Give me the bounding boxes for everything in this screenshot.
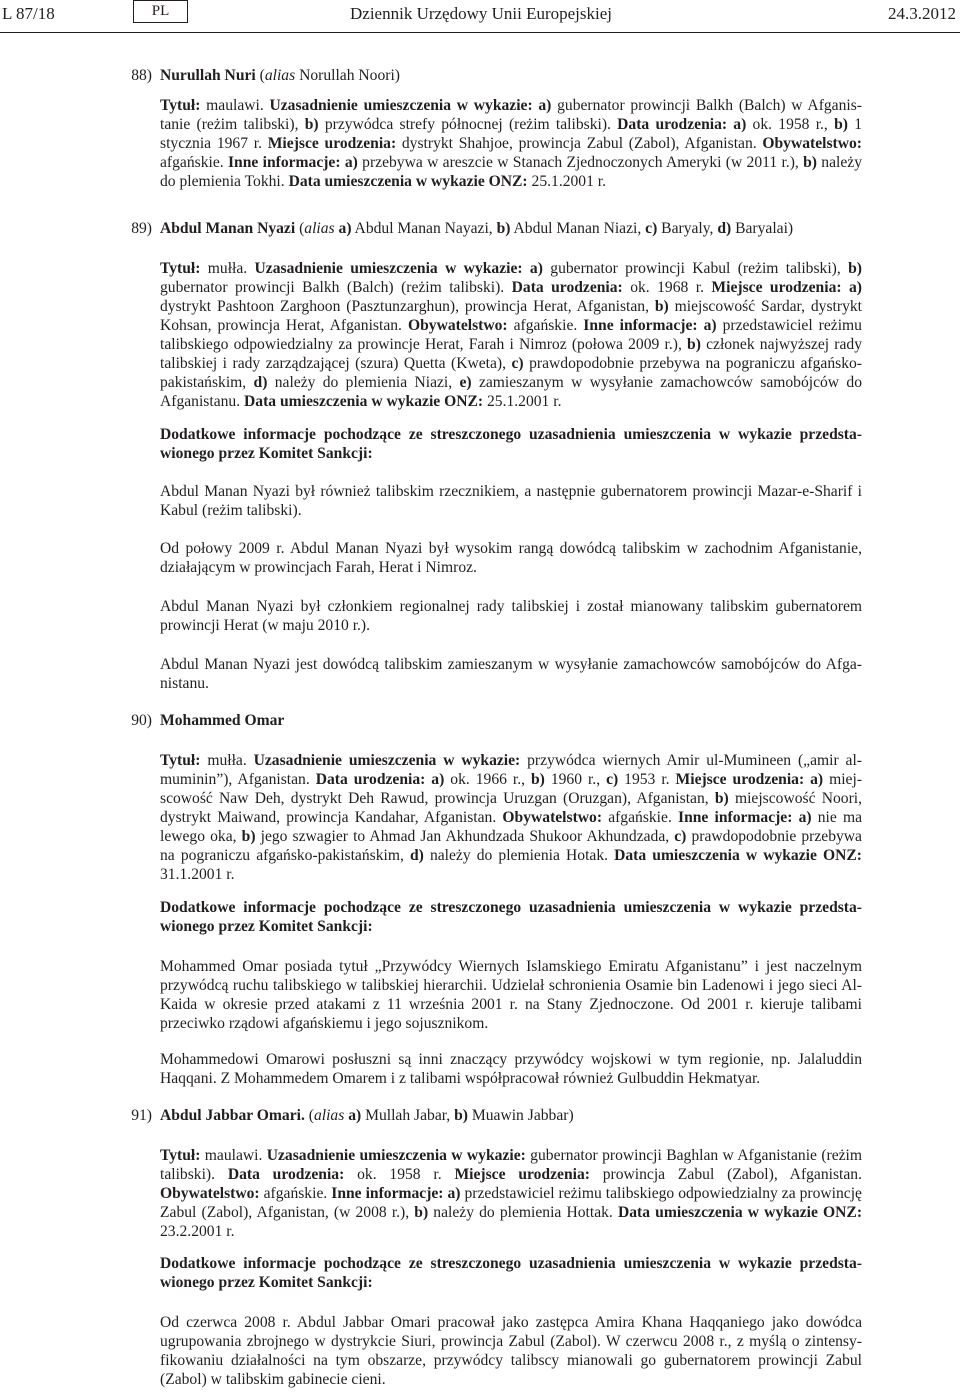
bold-text-run: d) xyxy=(253,374,268,391)
additional-info-heading xyxy=(160,1254,862,1292)
bold-text-run: b) xyxy=(687,336,701,353)
text-run: prawdopodobnie przebywa na pograniczu afgańsko-pakistańskim, xyxy=(160,355,862,391)
bold-text-run: Inne informacje: a) xyxy=(583,317,717,334)
text-run: ( xyxy=(304,1107,314,1124)
text-run: 23.2.2001 r. xyxy=(160,1223,235,1240)
text-run: prawdopodobnie przebywa na pograniczu afgańsko-pakistańskim, xyxy=(160,828,862,864)
text-run: zamieszanym w wysyłanie zamachowców samobójców do Afganistanu. xyxy=(160,374,862,410)
text-run: afgańskie. xyxy=(507,317,584,334)
text-run: 1960 r., xyxy=(544,771,607,788)
text-run: mułła. xyxy=(200,752,254,769)
bold-text-run: Abdul Manan Nyazi xyxy=(160,220,296,237)
text-run: ( xyxy=(255,67,265,84)
bold-text-run: Obywatelstwo: xyxy=(160,1185,260,1202)
entry-heading xyxy=(160,1107,870,1125)
text-run: 25.1.2001 r. xyxy=(483,393,562,410)
bold-text-run: b) xyxy=(530,771,545,788)
bold-text-run: b) xyxy=(414,1204,429,1221)
entry-number: 88) xyxy=(131,67,152,84)
text-run: 1 stycznia 1967 r. xyxy=(160,116,862,152)
publication-date: 24.3.2012 xyxy=(888,4,956,23)
bold-text-run: Data urodzenia: a) xyxy=(315,771,445,788)
text-run: gubernator prowincji Balkh (Balch) (reżim talibski). xyxy=(160,279,512,296)
additional-info-heading xyxy=(160,425,862,463)
text-run: przedstawiciel reżimu talibskiego odpowiedzialny za prowincje Herat, Farah i Nimroz (połowa 2009 r.), xyxy=(160,317,862,353)
entry-paragraph xyxy=(160,482,862,520)
entry-paragraph xyxy=(160,1313,862,1389)
text-run: Mullah Jabar, xyxy=(361,1107,455,1124)
bold-text-run: Data umieszczenia w wykazie ONZ: xyxy=(288,173,528,190)
text-run: Norullah Noori) xyxy=(295,67,400,84)
text-run: przywódca wiernych Amir ul-Mumineen („amir al-muminin”), Afganistan. xyxy=(160,752,862,788)
bold-text-run: Mohammed Omar xyxy=(160,712,285,729)
bold-text-run: Tytuł: xyxy=(160,752,201,769)
bold-text-run: b) xyxy=(848,260,862,277)
bold-text-run: c) xyxy=(511,355,524,372)
bold-text-run: Tytuł: xyxy=(160,97,201,114)
italic-text-run: alias xyxy=(264,67,296,84)
bold-text-run: Inne informacje: a) xyxy=(227,154,358,171)
text-run: gubernator prowincji Baghlan w Afganistanie (reżim talibski). xyxy=(160,1147,863,1183)
bold-text-run: Miejsce urodzenia: xyxy=(267,135,397,152)
bold-text-run: Data urodzenia: xyxy=(511,279,623,296)
text-run: afgańskie. xyxy=(602,809,678,826)
text-run: ok. 1968 r. xyxy=(622,279,712,296)
entry-number: 89) xyxy=(131,220,152,237)
bold-text-run: Inne informacje: a) xyxy=(678,809,812,826)
text-run: Od połowy 2009 r. Abdul Manan Nyazi był wysokim rangą dowódcą talibskim w zachodnim Afganistanie, działającym w prowincjach Farah, Herat i Nimroz. xyxy=(160,540,862,576)
bold-text-run: d) xyxy=(717,220,732,237)
text-run: Mohammedowi Omarowi posłuszni są inni znaczący przywódcy wojskowi w tym regionie, np. Jalaluddin Haqqani. Z Mohammedem Omarem i z talibami współpracował również Gulbuddin Hekmatyar. xyxy=(160,1051,862,1087)
text-run: 25.1.2001 r. xyxy=(527,173,607,190)
text-run: nie ma lewego oka, xyxy=(160,809,862,845)
bold-text-run: b) xyxy=(654,298,669,315)
bold-text-run: e) xyxy=(459,374,472,391)
bold-text-run: Tytuł: xyxy=(160,1147,201,1164)
bold-text-run: a) xyxy=(338,220,352,237)
text-run: Baryalai) xyxy=(731,220,794,237)
bold-text-run: Inne informacje: a) xyxy=(331,1185,461,1202)
bold-text-run: Uzasadnienie umieszczenia w wykazie: a) xyxy=(269,97,552,114)
text-run: Mohammed Omar posiada tytuł „Przywódcy Wiernych Islamskiego Emiratu Afganistanu” i jest naczelnym przywódcą ruchu talibskiego w talibskiej hierarchii. Udzielał schronienia Osamie bin Ladenowi i jego sieci Al-Kaida w okresie przed atakami z 11 września 2001 r. na Stany Zjednoczone. Od 2001 r. kieruje talibami przeciwko rządowi afgańskiemu i jego sojusznikom. xyxy=(160,958,862,1032)
text-run: Abdul Manan Niazi, xyxy=(510,220,646,237)
text-run: maulawi. xyxy=(200,97,270,114)
italic-text-run: alias xyxy=(304,220,335,237)
bold-text-run: b) xyxy=(454,1107,468,1124)
entry-paragraph xyxy=(160,539,862,577)
text-run: należy do plemienia Niazi, xyxy=(267,374,460,391)
entry-paragraph xyxy=(160,597,862,635)
italic-text-run: alias xyxy=(313,1107,345,1124)
bold-text-run: Uzasadnienie umieszczenia w wykazie: xyxy=(253,752,521,769)
bold-text-run: Data urodzenia: a) xyxy=(617,116,747,133)
entry-paragraph xyxy=(160,655,862,693)
text-run: afgańskie. xyxy=(160,154,228,171)
bold-text-run: Data urodzenia: xyxy=(227,1166,345,1183)
bold-text-run: Data umieszczenia w wykazie ONZ: xyxy=(244,393,484,410)
bold-text-run: Uzasadnienie umieszczenia w wykazie: xyxy=(266,1147,526,1164)
bold-text-run: b) xyxy=(496,220,511,237)
text-run: Abdul Manan Nyazi jest dowódcą talibskim zamieszanym w wysyłanie zamachowców samobójców do Afganistanu. xyxy=(160,656,862,692)
text-run: Muawin Jabbar) xyxy=(467,1107,574,1124)
text-run: przebywa w areszcie w Stanach Zjednoczonych Ameryki (w 2011 r.), xyxy=(357,154,804,171)
text-run: Abdul Manan Nyazi był członkiem regionalnej rady talibskiej i został mianowany talibskim gubernatorem prowincji Herat (w maju 2010 r.). xyxy=(160,598,862,634)
text-run: przedstawiciel reżimu talibskiego odpowiedzialny za prowincję Zabul (Zabol), Afganistan, (w 2008 r.), xyxy=(160,1185,862,1221)
bold-text-run: d) xyxy=(409,847,424,864)
page-number: L 87/18 xyxy=(2,4,55,23)
bold-text-run: Uzasadnienie umieszczenia w wykazie: a) xyxy=(254,260,543,277)
text-run: ( xyxy=(295,220,305,237)
text-run: maulawi. xyxy=(200,1147,267,1164)
text-run: Baryaly, xyxy=(657,220,718,237)
bold-text-run: Dodatkowe informacje pochodzące ze streszczonego uzasadnienia umieszczenia w wykazie przedstawionego przez Komitet Sankcji: xyxy=(160,1255,862,1291)
entry-paragraph xyxy=(160,1050,862,1088)
bold-text-run: b) xyxy=(714,790,729,807)
text-run: przywódca strefy północnej (reżim talibski). xyxy=(318,116,618,133)
text-run: dystrykt Pashtoon Zarghoon (Pasztunzarghun), prowincja Herat, Afganistan, xyxy=(160,298,655,315)
text-run: ok. 1958 r., xyxy=(746,116,835,133)
text-run: Abdul Manan Nyazi był również talibskim rzecznikiem, a następnie gubernatorem prowincji Mazar-e-Sharif i Kabul (reżim talibski). xyxy=(160,483,862,519)
text-run: 31.1.2001 r. xyxy=(160,866,235,883)
additional-info-heading xyxy=(160,898,862,936)
entry-paragraph xyxy=(160,96,862,191)
entry-paragraph xyxy=(160,259,862,411)
text-run: należy do plemienia Tokhi. xyxy=(160,154,862,190)
text-run: należy do plemienia Hottak. xyxy=(428,1204,618,1221)
journal-title: Dziennik Urzędowy Unii Europejskiej xyxy=(350,4,613,23)
text-run: miejscowość Naw Deh, dystrykt Deh Rawud, prowincja Uruzgan (Oruzgan), Afganistan, xyxy=(160,771,863,807)
bold-text-run: Obywatelstwo: xyxy=(502,809,603,826)
text-run: ok. 1958 r. xyxy=(344,1166,455,1183)
entry-heading xyxy=(160,67,870,85)
bold-text-run: b) xyxy=(803,154,817,171)
bold-text-run: Dodatkowe informacje pochodzące ze streszczonego uzasadnienia umieszczenia w wykazie przedstawionego przez Komitet Sankcji: xyxy=(160,426,862,462)
text-run: miejscowość Sardar, dystrykt Kohsan, prowincja Herat, Afganistan. xyxy=(160,298,862,334)
bold-text-run: b) xyxy=(304,116,319,133)
bold-text-run: c) xyxy=(645,220,658,237)
bold-text-run: Data umieszczenia w wykazie ONZ: xyxy=(614,847,862,864)
bold-text-run: Dodatkowe informacje pochodzące ze streszczonego uzasadnienia umieszczenia w wykazie przedstawionego przez Komitet Sankcji: xyxy=(160,899,862,935)
text-run: członek najwyższej rady talibskiej i rady zarządzającej (szura) Quetta (Kweta), xyxy=(160,336,862,372)
text-run: Abdul Manan Nayazi, xyxy=(351,220,497,237)
bold-text-run: b) xyxy=(241,828,256,845)
text-run: należy do plemienia Hotak. xyxy=(423,847,615,864)
entry-paragraph xyxy=(160,751,862,884)
text-run: ok. 1966 r., xyxy=(444,771,531,788)
entry-number: 90) xyxy=(131,712,152,729)
text-run: miejscowość Noori, dystrykt Maiwand, prowincja Kandahar, Afganistan. xyxy=(160,790,862,826)
bold-text-run: Obywatelstwo: xyxy=(762,135,862,152)
text-run: prowincja Zabul (Zabol), Afganistan. xyxy=(589,1166,862,1183)
bold-text-run: Miejsce urodzenia: xyxy=(454,1166,590,1183)
text-run: mułła. xyxy=(200,260,255,277)
text-run: 1953 r. xyxy=(618,771,676,788)
bold-text-run: Miejsce urodzenia: a) xyxy=(711,279,862,296)
text-run: dystrykt Shahjoe, prowincja Zabul (Zabol), Afganistan. xyxy=(396,135,763,152)
bold-text-run: Obywatelstwo: xyxy=(407,317,508,334)
entry-heading xyxy=(160,712,870,730)
bold-text-run: Miejsce urodzenia: a) xyxy=(675,771,824,788)
text-run: afgańskie. xyxy=(259,1185,332,1202)
entry-paragraph xyxy=(160,957,862,1033)
text-run: Od czerwca 2008 r. Abdul Jabbar Omari pracował jako zastępca Amira Khana Haqqaniego jako dowódca ugrupowania zbrojnego w dystrykcie Siuri, prowincja Zabul (Zabol). W czerwcu 2008 r., z myślą o zintensyfikowaniu działalności na tym obszarze, przywódcy talibscy mianowali go gubernatorem prowincji Zabul (Zabol) w talibskim gabinecie cieni. xyxy=(160,1314,862,1388)
language-box: PL xyxy=(133,0,188,23)
bold-text-run: a) xyxy=(348,1107,362,1124)
text-run: gubernator prowincji Balkh (Balch) w Afganistanie (reżim talibski), xyxy=(160,97,862,133)
bold-text-run: c) xyxy=(674,828,687,845)
text-run: jego szwagier to Ahmad Jan Akhundzada Shukoor Akhundzada, xyxy=(255,828,675,845)
bold-text-run: b) xyxy=(834,116,848,133)
bold-text-run: Abdul Jabbar Omari. xyxy=(160,1107,305,1124)
entry-heading xyxy=(160,220,870,238)
text-run: gubernator prowincji Kabul (reżim talibski), xyxy=(542,260,849,277)
bold-text-run: Nurullah Nuri xyxy=(160,67,256,84)
bold-text-run: c) xyxy=(606,771,619,788)
entry-number: 91) xyxy=(131,1107,152,1124)
entry-paragraph xyxy=(160,1146,862,1241)
bold-text-run: Tytuł: xyxy=(160,260,201,277)
bold-text-run: Data umieszczenia w wykazie ONZ: xyxy=(617,1204,863,1221)
